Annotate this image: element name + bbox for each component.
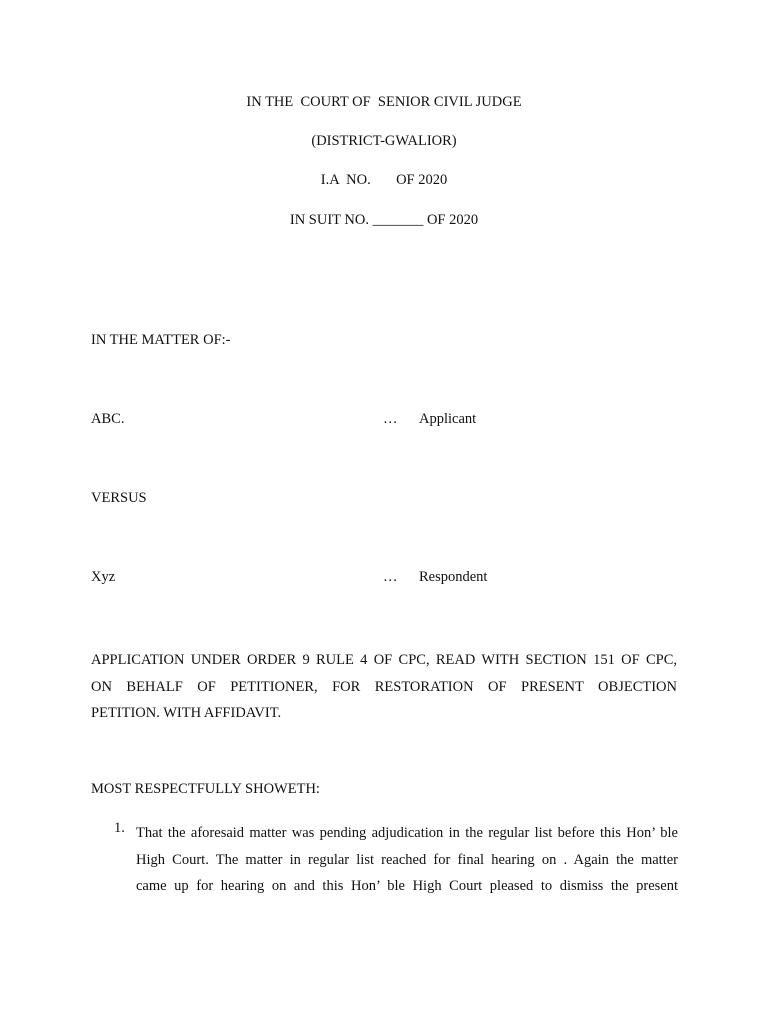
ia-number: I.A NO. OF 2020 (320, 172, 448, 188)
versus-label: VERSUS (91, 490, 147, 506)
application-line: ON BEHALF OF PETITIONER, FOR RESTORATION OF PRESENT OBJECTION (91, 678, 677, 695)
paragraph-line: High Court. The matter in regular list reached for final hearing on . Again the matter (136, 851, 678, 868)
application-line: PETITION. WITH AFFIDAVIT. (91, 705, 282, 721)
court-heading: IN THE COURT OF SENIOR CIVIL JUDGE (246, 94, 522, 110)
paragraph-line: That the aforesaid matter was pending adjudication in the regular list before this Hon’ ble (136, 825, 678, 841)
application-line: APPLICATION UNDER ORDER 9 RULE 4 OF CPC, READ WITH SECTION 151 OF CPC, (91, 652, 677, 668)
paragraph-number: 1. (114, 820, 125, 836)
respondent-row (91, 569, 691, 589)
district-heading: (DISTRICT-GWALIOR) (311, 133, 457, 149)
paragraph-body (136, 820, 678, 900)
respondent-dots: … (383, 569, 398, 585)
suit-number: IN SUIT NO. _______ OF 2020 (289, 212, 479, 228)
applicant-role: Applicant (419, 411, 477, 427)
applicant-row (91, 411, 691, 431)
matter-heading: IN THE MATTER OF:- (91, 332, 231, 348)
respondent-role: Respondent (419, 569, 488, 585)
application-title (91, 647, 677, 727)
showeth-heading: MOST RESPECTFULLY SHOWETH: (91, 781, 320, 797)
applicant-name: ABC. (91, 411, 125, 427)
respondent-name: Xyz (91, 569, 116, 585)
applicant-dots: … (383, 411, 398, 427)
paragraph-line: came up for hearing on and this Hon’ ble High Court pleased to dismiss the present (136, 878, 678, 894)
